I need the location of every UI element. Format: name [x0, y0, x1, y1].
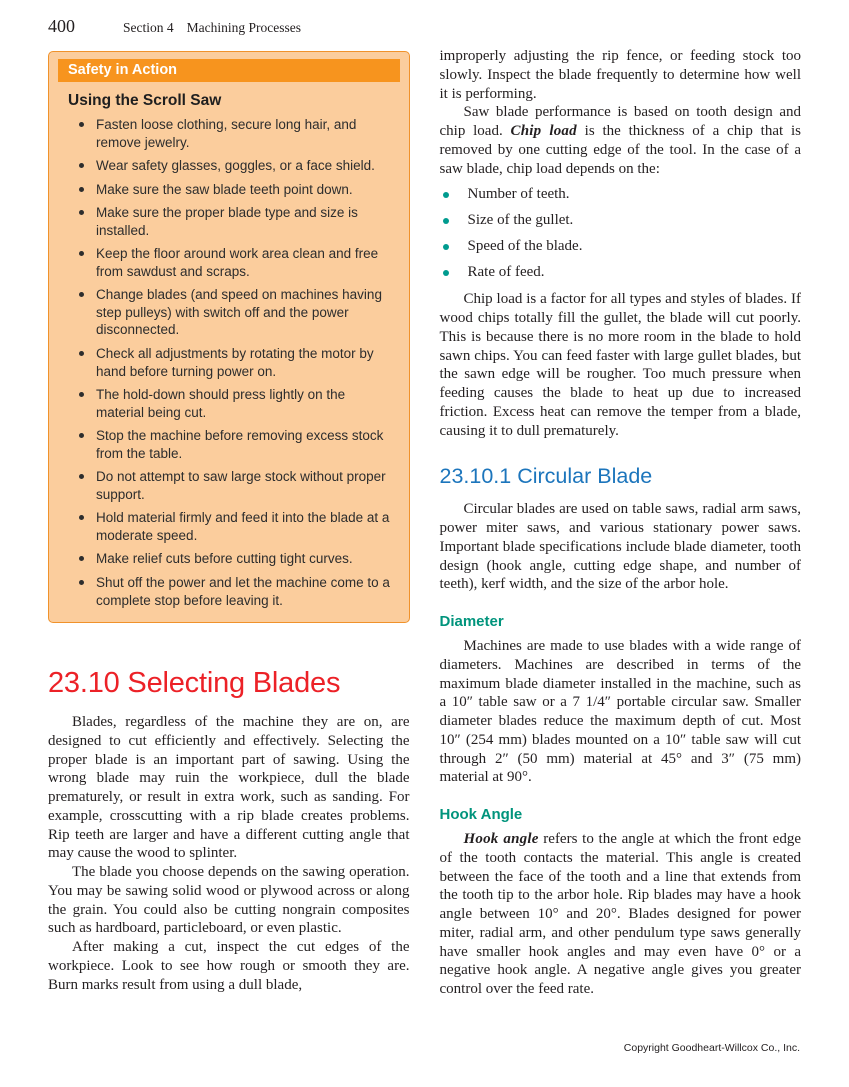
- paragraph-text: is the thickness of a chip that is removed by one cutting edge of the tool. In the case of a saw blade, chip load depends on the:: [439, 123, 801, 177]
- page-number: 400: [48, 16, 75, 36]
- paragraph: Circular blades are used on table saws, radial arm saws, power miter saws, and various stationary power saws. Important blade specifications include blade diameter, tooth design (hook angle, cutting edge shape, and number of teeth), kerf width, and the size of the arbor hole.: [439, 501, 801, 593]
- list-item: Speed of the blade.: [440, 237, 802, 256]
- safety-box-banner: Safety in Action: [58, 59, 400, 82]
- key-term-hook-angle: Hook angle: [463, 831, 539, 847]
- running-head-section: Section 4: [123, 20, 174, 35]
- list-item: Change blades (and speed on machines having step pulleys) with switch off and the power disconnected.: [72, 286, 396, 339]
- list-item: Wear safety glasses, goggles, or a face shield.: [72, 157, 396, 175]
- paragraph: [440, 103, 802, 178]
- list-item: Make sure the proper blade type and size is installed.: [72, 204, 396, 239]
- paragraph: Chip load is a factor for all types and styles of blades. If wood chips totally fill the gullet, the blade will cut poorly. This is because there is no more room in the blade to hold sawn chips. You can feed faster with large gullet blades, but the sawn edge will be rougher. Too much pressure when feeding causes the blade to heat up due to increased friction. Excess heat can remove the temper from a blade, causing it to dull prematurely.: [439, 291, 801, 439]
- safety-in-action-box: [48, 51, 410, 623]
- copyright-notice: Copyright Goodheart-Willcox Co., Inc.: [623, 1042, 800, 1054]
- list-item: Hold material firmly and feed it into the blade at a moderate speed.: [72, 509, 396, 544]
- list-item: Number of teeth.: [440, 185, 802, 204]
- paragraph-text: Saw blade performance is based on tooth design and chip load.: [439, 104, 801, 139]
- running-head-title: Machining Processes: [186, 20, 301, 35]
- right-column: [440, 47, 802, 999]
- list-item: Fasten loose clothing, secure long hair, and remove jewelry.: [72, 116, 396, 151]
- paragraph-text: refers to the angle at which the front edge of the tooth contacts the material. This angle is created between the face of the tooth and a line that extends from the tooth tip to the arbor hole. Rip blades may have a hook angle between 10° and 20°. Blades designed for power miter, radial arm, and other pendulum type saws generally have smaller hook angles and may even have 0° or a negative hook angle. A negative angle gives you greater control over the feed rate.: [439, 831, 801, 997]
- paragraph: Machines are made to use blades with a wide range of diameters. Machines are described in terms of the maximum blade diameter installed in the machine, such as a 10″ table saw or a 7 1/4″ portable circular saw. Smaller diameter blades reduce the maximum depth of cut. Most 10″ (254 mm) blades mounted on a 10″ table saw will cut through 2″ (50 mm) material at 45° and 3″ (75 mm) material at 90°.: [439, 638, 801, 786]
- paragraph: [440, 830, 802, 999]
- section-heading-selecting-blades: 23.10 Selecting Blades: [48, 667, 341, 700]
- list-item: Rate of feed.: [440, 263, 802, 282]
- paragraph: The blade you choose depends on the sawing operation. You may be sawing solid wood or plywood across or along the grain. You could also be cutting nongrain composites such as hardboard, particleboard, or even plastic.: [48, 864, 410, 937]
- list-item: Shut off the power and let the machine come to a complete stop before leaving it.: [72, 574, 396, 609]
- list-item: Make sure the saw blade teeth point down.: [72, 181, 396, 199]
- safety-box-title: Using the Scroll Saw: [68, 92, 222, 109]
- list-item: The hold-down should press lightly on the material being cut.: [72, 386, 396, 421]
- list-item: Keep the floor around work area clean and free from sawdust and scraps.: [72, 245, 396, 280]
- subhead-hook-angle: Hook Angle: [439, 806, 523, 823]
- running-head: [48, 16, 801, 37]
- list-item: Check all adjustments by rotating the motor by hand before turning power on.: [72, 345, 396, 380]
- paragraph: After making a cut, inspect the cut edges of the workpiece. Look to see how rough or smooth they are. Burn marks result from using a dull blade,: [48, 939, 410, 993]
- key-term-chip-load: Chip load: [510, 123, 577, 139]
- list-item: Make relief cuts before cutting tight curves.: [72, 550, 396, 568]
- list-item: Do not attempt to saw large stock without proper support.: [72, 468, 396, 503]
- list-item: Size of the gullet.: [440, 211, 802, 230]
- subsection-heading-circular-blade: 23.10.1 Circular Blade: [439, 464, 653, 489]
- paragraph: improperly adjusting the rip fence, or feeding stock too slowly. Inspect the blade frequently to determine how well it is performing.: [439, 48, 801, 102]
- chip-load-factors-list: [440, 185, 802, 281]
- list-item: Stop the machine before removing excess stock from the table.: [72, 427, 396, 462]
- subhead-diameter: Diameter: [439, 613, 504, 630]
- left-column: [48, 47, 410, 999]
- safety-rules-list: [58, 116, 400, 609]
- two-column-layout: [48, 47, 801, 999]
- paragraph: Blades, regardless of the machine they are on, are designed to cut efficiently and effectively. Selecting the proper blade is an important part of sawing. Using the wrong blade may ruin the workpiece, dull the blade prematurely, or result in extra work, such as sanding. For example, crosscutting with a rip blade creates problems. Rip teeth are larger and have a different cutting angle that may cause the wood to splinter.: [48, 714, 410, 862]
